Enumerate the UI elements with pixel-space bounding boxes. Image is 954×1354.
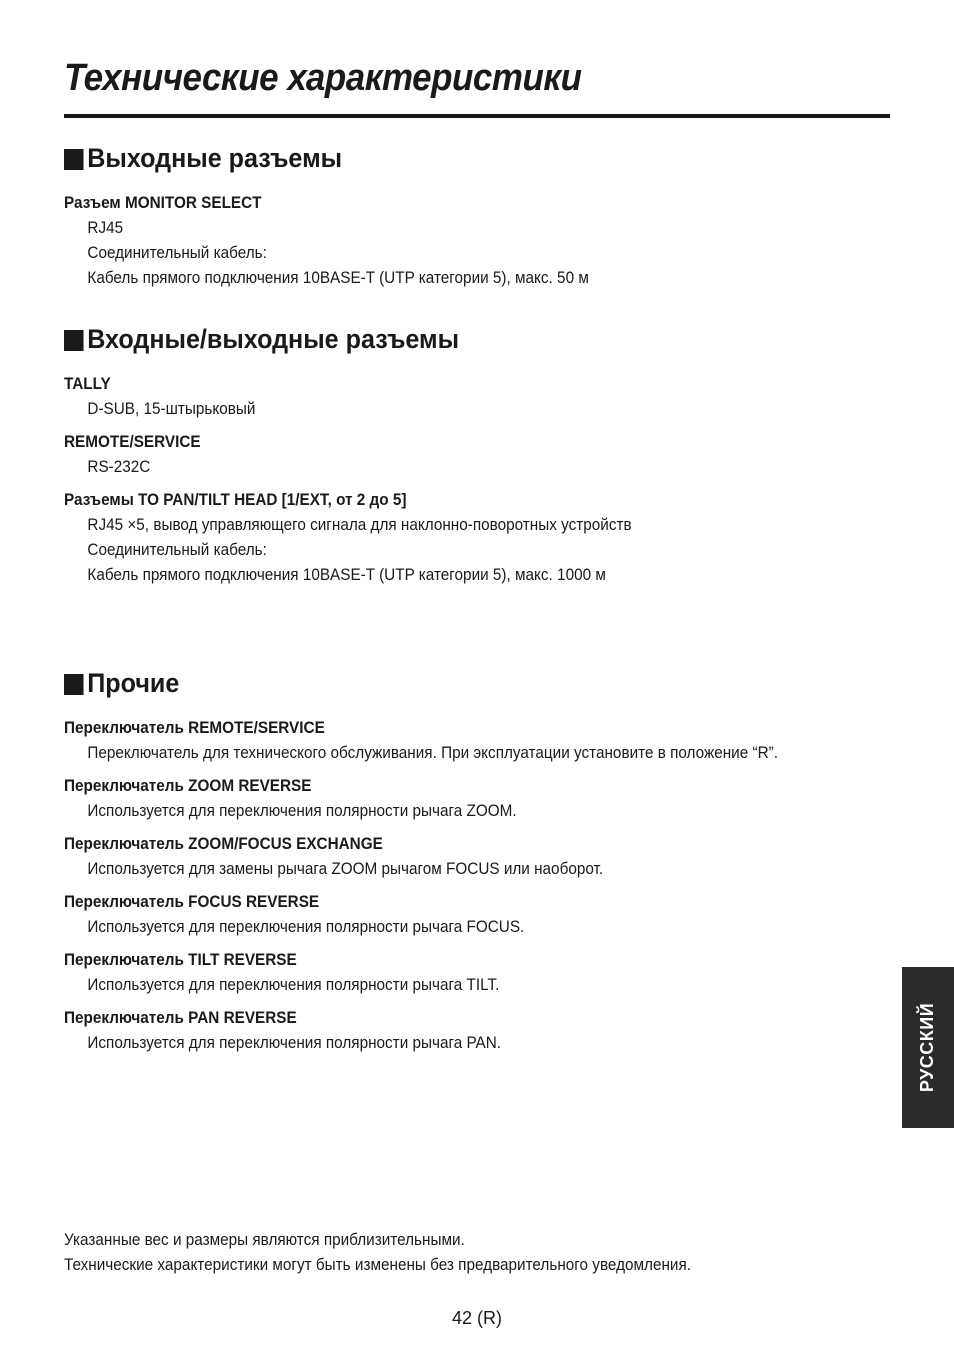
- spec-item-label: Разъем MONITOR SELECT: [64, 193, 262, 212]
- footnote-line: Технические характеристики могут быть изменены без предварительного уведомления.: [64, 1255, 692, 1274]
- spec-item: [64, 429, 890, 479]
- spec-item-line: RJ45: [87, 218, 124, 237]
- spec-item-line: Используется для переключения полярности рычага FOCUS.: [87, 917, 525, 936]
- spec-item-line: Кабель прямого подключения 10BASE-T (UTP категории 5), макс. 50 м: [87, 268, 589, 287]
- section-heading: [64, 667, 832, 699]
- section-heading-text: Входные/выходные разъемы: [87, 324, 460, 354]
- spec-item-line: Соединительный кабель:: [87, 540, 267, 559]
- spec-item: [64, 487, 890, 587]
- spec-item: [64, 773, 890, 823]
- spec-item-line: RS-232C: [87, 457, 151, 476]
- spec-item-line: Соединительный кабель:: [87, 243, 267, 262]
- spec-item: [64, 947, 890, 997]
- spec-item-label: Переключатель FOCUS REVERSE: [64, 892, 320, 911]
- spec-item-line: Переключатель для технического обслуживания. При эксплуатации установите в положение “R”.: [87, 743, 778, 762]
- spec-item-label: Переключатель ZOOM/FOCUS EXCHANGE: [64, 834, 383, 853]
- spec-item-label: Переключатель ZOOM REVERSE: [64, 776, 312, 795]
- section-heading: [64, 323, 832, 355]
- footnotes: [64, 1227, 890, 1277]
- spec-item-line: D-SUB, 15-штырьковый: [87, 399, 256, 418]
- spec-item: [64, 1005, 890, 1055]
- square-bullet-icon: [64, 330, 84, 351]
- language-tab: [902, 967, 954, 1128]
- spec-item-label: REMOTE/SERVICE: [64, 432, 201, 451]
- spec-item-label: Переключатель TILT REVERSE: [64, 950, 297, 969]
- spec-item-label: TALLY: [64, 374, 111, 393]
- square-bullet-icon: [64, 149, 84, 170]
- section-heading: [64, 142, 832, 174]
- spec-item-line: RJ45 ×5, вывод управляющего сигнала для наклонно-поворотных устройств: [87, 515, 632, 534]
- section-output-connectors: [64, 142, 890, 298]
- title-rule: [64, 114, 890, 118]
- spec-item: [64, 889, 890, 939]
- spec-item-line: Используется для переключения полярности рычага ZOOM.: [87, 801, 517, 820]
- spec-item: [64, 831, 890, 881]
- section-heading-text: Прочие: [87, 668, 180, 698]
- footnote-line: Указанные вес и размеры являются приблизительными.: [64, 1230, 465, 1249]
- spec-item-label: Переключатель PAN REVERSE: [64, 1008, 297, 1027]
- spec-item-label: Переключатель REMOTE/SERVICE: [64, 718, 325, 737]
- spec-item-line: Кабель прямого подключения 10BASE-T (UTP категории 5), макс. 1000 м: [87, 565, 606, 584]
- language-tab-label: РУССКИЙ: [917, 1002, 938, 1093]
- spec-item-line: Используется для замены рычага ZOOM рычагом FOCUS или наоборот.: [87, 859, 604, 878]
- page-number: 42 (R): [451, 1308, 502, 1328]
- section-heading-text: Выходные разъемы: [87, 143, 343, 173]
- section-other: [64, 667, 890, 1063]
- section-input-output-connectors: [64, 323, 890, 595]
- spec-item-line: Используется для переключения полярности рычага TILT.: [87, 975, 500, 994]
- spec-item: [64, 371, 890, 421]
- spec-item-label: Разъемы TO PAN/TILT HEAD [1/EXT, от 2 до 5]: [64, 490, 407, 509]
- spec-item: [64, 190, 890, 290]
- page-title: Технические характеристики: [64, 57, 582, 99]
- spec-item: [64, 715, 890, 765]
- square-bullet-icon: [64, 674, 84, 695]
- spec-item-line: Используется для переключения полярности рычага PAN.: [87, 1033, 502, 1052]
